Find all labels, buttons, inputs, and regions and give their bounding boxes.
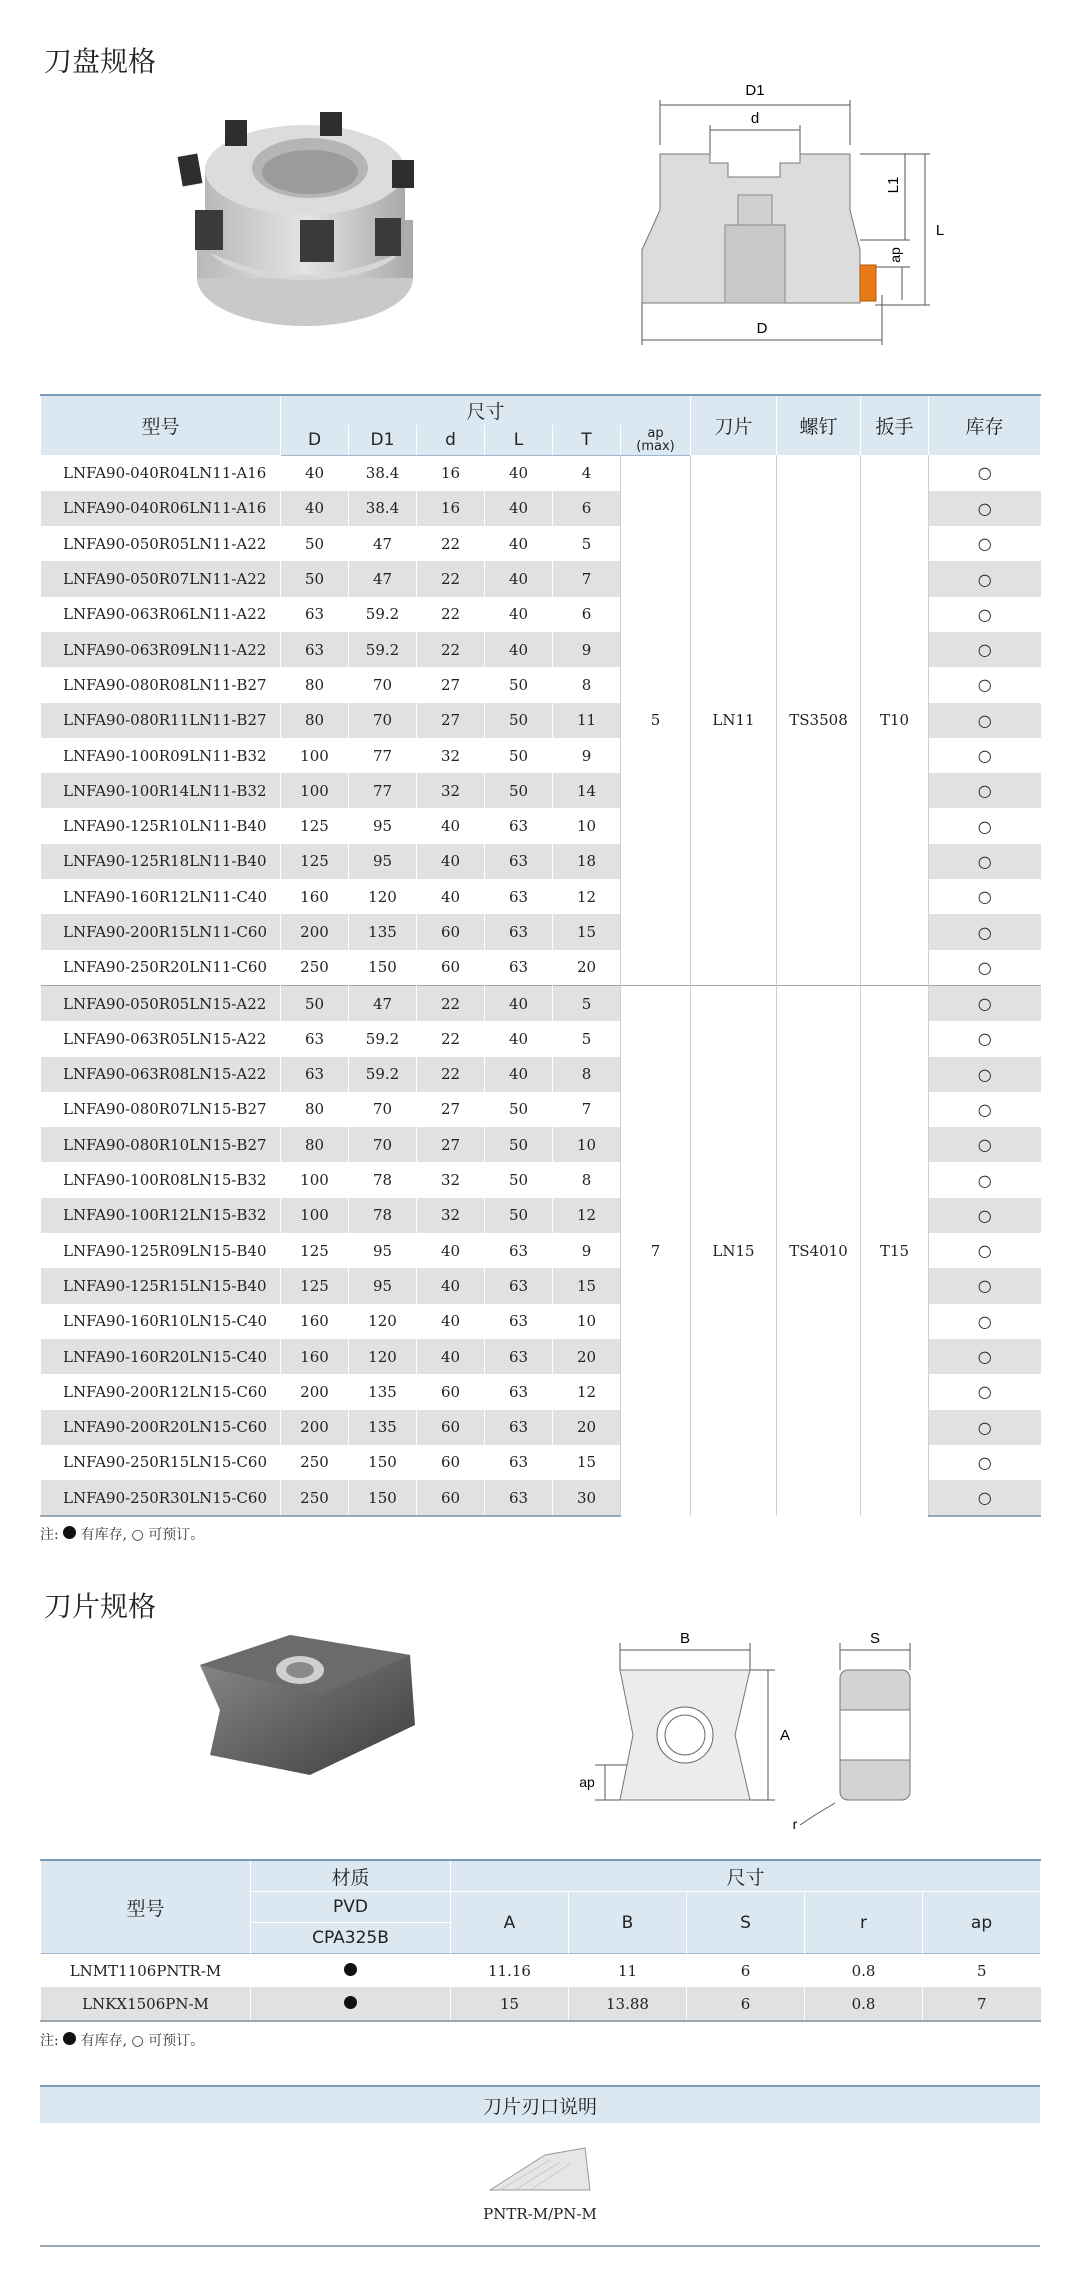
model-cell: LNFA90-160R12LN11-C40 xyxy=(41,879,281,914)
cell-L: 63 xyxy=(485,1339,553,1374)
col-L: L xyxy=(485,425,553,455)
cell-D1: 59.2 xyxy=(349,632,417,667)
cell-D1: 38.4 xyxy=(349,491,417,526)
stock-cell: ○ xyxy=(929,985,1041,1021)
cell-T: 8 xyxy=(553,1162,621,1197)
group-ap: 5 xyxy=(621,455,691,985)
cell-D1: 70 xyxy=(349,1127,417,1162)
cell-T: 10 xyxy=(553,1304,621,1339)
stock-cell: ○ xyxy=(929,491,1041,526)
ins-col-grade: CPA325B xyxy=(251,1923,451,1954)
edge-profile-drawing xyxy=(485,2140,595,2195)
model-cell: LNFA90-200R15LN11-C60 xyxy=(41,914,281,949)
model-cell: LNFA90-125R18LN11-B40 xyxy=(41,844,281,879)
cell-d: 22 xyxy=(417,1057,485,1092)
cell-T: 12 xyxy=(553,879,621,914)
cell-L: 63 xyxy=(485,844,553,879)
cell-L: 40 xyxy=(485,1021,553,1056)
cell-d: 27 xyxy=(417,703,485,738)
stock-cell: ○ xyxy=(929,773,1041,808)
insert-dimension-drawing xyxy=(575,1625,935,1835)
cutter-note: 注: 有库存, ○ 可预订。 xyxy=(40,1527,205,1543)
cell-D: 250 xyxy=(281,1480,349,1516)
model-cell: LNFA90-040R06LN11-A16 xyxy=(41,491,281,526)
cutter-dimension-drawing xyxy=(620,75,960,365)
model-cell: LNFA90-100R08LN15-B32 xyxy=(41,1162,281,1197)
model-cell: LNFA90-063R06LN11-A22 xyxy=(41,597,281,632)
label-S: S xyxy=(869,1630,881,1647)
cell-d: 32 xyxy=(417,738,485,773)
edge-section-title: 刀片刃口说明 xyxy=(40,2085,1040,2123)
stock-cell: ○ xyxy=(929,950,1041,986)
col-ap: ap (max) xyxy=(621,425,691,455)
cell-d: 40 xyxy=(417,1233,485,1268)
cell-d: 40 xyxy=(417,879,485,914)
stock-cell: ○ xyxy=(929,1127,1041,1162)
cell-T: 5 xyxy=(553,985,621,1021)
cell-d: 60 xyxy=(417,1480,485,1516)
stock-cell: ○ xyxy=(929,667,1041,702)
cell-T: 7 xyxy=(553,1092,621,1127)
cell-d: 40 xyxy=(417,1339,485,1374)
in-stock-dot xyxy=(344,1996,357,2009)
col-d: d xyxy=(417,425,485,455)
col-D: D xyxy=(281,425,349,455)
cell-d: 60 xyxy=(417,914,485,949)
in-stock-dot xyxy=(63,2032,76,2045)
cell-T: 9 xyxy=(553,1233,621,1268)
stock-cell: ○ xyxy=(929,879,1041,914)
cell-D1: 59.2 xyxy=(349,1021,417,1056)
label-D1: D1 xyxy=(745,82,765,99)
cell-L: 63 xyxy=(485,914,553,949)
model-cell: LNFA90-160R20LN15-C40 xyxy=(41,1339,281,1374)
model-cell: LNFA90-080R07LN15-B27 xyxy=(41,1092,281,1127)
stock-cell: ○ xyxy=(929,597,1041,632)
cutter-spec-table xyxy=(40,394,1041,1517)
ins-col-S: S xyxy=(687,1892,805,1954)
stock-cell: ○ xyxy=(929,526,1041,561)
cell-T: 20 xyxy=(553,950,621,986)
label-D: D xyxy=(756,320,768,337)
cell-T: 10 xyxy=(553,1127,621,1162)
ins-col-size: 尺寸 xyxy=(451,1860,1041,1892)
cell-D1: 47 xyxy=(349,985,417,1021)
cell-D1: 150 xyxy=(349,950,417,986)
cell-D1: 135 xyxy=(349,1410,417,1445)
col-wrench: 扳手 xyxy=(861,395,929,455)
cell-L: 50 xyxy=(485,1162,553,1197)
label-r: r xyxy=(792,1816,798,1832)
cell-T: 30 xyxy=(553,1480,621,1516)
model-cell: LNFA90-050R05LN11-A22 xyxy=(41,526,281,561)
cell-D: 250 xyxy=(281,1445,349,1480)
cell-D1: 95 xyxy=(349,844,417,879)
cell-L: 63 xyxy=(485,879,553,914)
group-screw: TS4010 xyxy=(777,985,861,1516)
cell-D1: 70 xyxy=(349,667,417,702)
stock-cell: ○ xyxy=(929,561,1041,596)
cell-D1: 78 xyxy=(349,1162,417,1197)
cell-D: 80 xyxy=(281,1127,349,1162)
col-model: 型号 xyxy=(41,395,281,455)
ins-col-r: r xyxy=(805,1892,923,1954)
model-cell: LNFA90-080R11LN11-B27 xyxy=(41,703,281,738)
stock-cell: ○ xyxy=(929,1374,1041,1409)
cell-D: 50 xyxy=(281,526,349,561)
insert-note: 注: 有库存, ○ 可预订。 xyxy=(40,2033,205,2049)
stock-cell: ○ xyxy=(929,1092,1041,1127)
model-cell: LNFA90-063R09LN11-A22 xyxy=(41,632,281,667)
model-cell: LNFA90-040R04LN11-A16 xyxy=(41,455,281,491)
cell-D: 250 xyxy=(281,950,349,986)
stock-cell: ○ xyxy=(929,1304,1041,1339)
cell-D: 125 xyxy=(281,1233,349,1268)
cell-d: 32 xyxy=(417,773,485,808)
cell-D: 50 xyxy=(281,561,349,596)
cell-d: 22 xyxy=(417,632,485,667)
ins-col-A: A xyxy=(451,1892,569,1954)
cell-L: 40 xyxy=(485,526,553,561)
cell-D: 40 xyxy=(281,455,349,491)
model-cell: LNFA90-063R05LN15-A22 xyxy=(41,1021,281,1056)
ins-col-material: 材质 xyxy=(251,1860,451,1892)
cell-L: 50 xyxy=(485,1198,553,1233)
model-cell: LNFA90-100R12LN15-B32 xyxy=(41,1198,281,1233)
stock-cell: ○ xyxy=(929,1410,1041,1445)
cell-L: 50 xyxy=(485,738,553,773)
cell-D: 63 xyxy=(281,632,349,667)
cell-T: 14 xyxy=(553,773,621,808)
cell-D: 125 xyxy=(281,844,349,879)
model-cell: LNFA90-125R10LN11-B40 xyxy=(41,808,281,843)
insert-photo xyxy=(180,1625,430,1795)
stock-cell: ○ xyxy=(929,1233,1041,1268)
table-row: LNKX1506PN-M 15 13.88 6 0.8 7 xyxy=(41,1987,1041,2021)
cell-L: 40 xyxy=(485,455,553,491)
cell-d: 22 xyxy=(417,985,485,1021)
col-stock: 库存 xyxy=(929,395,1041,455)
stock-cell: ○ xyxy=(929,844,1041,879)
stock-cell: ○ xyxy=(929,1480,1041,1516)
cell-d: 60 xyxy=(417,1410,485,1445)
cell-T: 7 xyxy=(553,561,621,596)
model-cell: LNFA90-125R09LN15-B40 xyxy=(41,1233,281,1268)
stock-cell: ○ xyxy=(929,703,1041,738)
cell-L: 63 xyxy=(485,1233,553,1268)
cell-T: 4 xyxy=(553,455,621,491)
insert-section-title: 刀片规格 xyxy=(44,1590,157,1623)
cell-d: 40 xyxy=(417,1268,485,1303)
cell-T: 12 xyxy=(553,1198,621,1233)
cell-T: 6 xyxy=(553,491,621,526)
cell-D: 125 xyxy=(281,1268,349,1303)
cutter-photo xyxy=(170,100,440,350)
cell-D1: 59.2 xyxy=(349,1057,417,1092)
col-screw: 螺钉 xyxy=(777,395,861,455)
label-B: B xyxy=(679,1630,691,1647)
in-stock-dot xyxy=(344,1963,357,1976)
cell-L: 63 xyxy=(485,950,553,986)
cell-L: 63 xyxy=(485,1480,553,1516)
cell-D1: 77 xyxy=(349,773,417,808)
stock-cell: ○ xyxy=(929,1162,1041,1197)
cell-D1: 150 xyxy=(349,1480,417,1516)
stock-cell: ○ xyxy=(929,1057,1041,1092)
cell-d: 27 xyxy=(417,1092,485,1127)
cell-L: 63 xyxy=(485,808,553,843)
ins-col-coating: PVD xyxy=(251,1892,451,1923)
cell-T: 9 xyxy=(553,632,621,667)
model-cell: LNFA90-200R12LN15-C60 xyxy=(41,1374,281,1409)
group-insert: LN11 xyxy=(691,455,777,985)
stock-cell: ○ xyxy=(929,1198,1041,1233)
group-wrench: T10 xyxy=(861,455,929,985)
cell-d: 22 xyxy=(417,597,485,632)
ins-col-B: B xyxy=(569,1892,687,1954)
cell-d: 16 xyxy=(417,455,485,491)
cell-D1: 135 xyxy=(349,914,417,949)
col-T: T xyxy=(553,425,621,455)
model-cell: LNFA90-200R20LN15-C60 xyxy=(41,1410,281,1445)
cell-L: 40 xyxy=(485,561,553,596)
cell-D: 200 xyxy=(281,914,349,949)
cell-d: 40 xyxy=(417,844,485,879)
stock-cell: ○ xyxy=(929,1268,1041,1303)
cell-d: 27 xyxy=(417,1127,485,1162)
cell-D1: 47 xyxy=(349,526,417,561)
col-D1: D1 xyxy=(349,425,417,455)
cell-D: 200 xyxy=(281,1374,349,1409)
stock-cell: ○ xyxy=(929,738,1041,773)
cell-D1: 95 xyxy=(349,1268,417,1303)
model-cell: LNFA90-100R14LN11-B32 xyxy=(41,773,281,808)
cell-L: 63 xyxy=(485,1445,553,1480)
cell-T: 5 xyxy=(553,526,621,561)
edge-label: PNTR-M/PN-M xyxy=(483,2205,597,2223)
cell-T: 15 xyxy=(553,914,621,949)
cell-L: 50 xyxy=(485,773,553,808)
cell-D1: 77 xyxy=(349,738,417,773)
cell-D: 200 xyxy=(281,1410,349,1445)
stock-cell: ○ xyxy=(929,914,1041,949)
cell-D: 160 xyxy=(281,1339,349,1374)
cell-L: 63 xyxy=(485,1410,553,1445)
cell-D: 63 xyxy=(281,1057,349,1092)
cell-T: 8 xyxy=(553,1057,621,1092)
cell-D1: 135 xyxy=(349,1374,417,1409)
cell-L: 63 xyxy=(485,1268,553,1303)
cell-L: 40 xyxy=(485,1057,553,1092)
stock-cell: ○ xyxy=(929,808,1041,843)
group-insert: LN15 xyxy=(691,985,777,1516)
group-wrench: T15 xyxy=(861,985,929,1516)
cell-D: 100 xyxy=(281,738,349,773)
cell-D1: 95 xyxy=(349,1233,417,1268)
model-cell: LNFA90-250R20LN11-C60 xyxy=(41,950,281,986)
cell-D: 50 xyxy=(281,985,349,1021)
cell-T: 18 xyxy=(553,844,621,879)
ins-col-ap: ap xyxy=(923,1892,1041,1954)
col-size: 尺寸 xyxy=(281,395,691,425)
model-cell: LNFA90-063R08LN15-A22 xyxy=(41,1057,281,1092)
cell-D: 160 xyxy=(281,879,349,914)
model-cell: LNFA90-100R09LN11-B32 xyxy=(41,738,281,773)
cell-d: 27 xyxy=(417,667,485,702)
cell-L: 63 xyxy=(485,1304,553,1339)
cell-D1: 120 xyxy=(349,879,417,914)
label-ap: ap xyxy=(887,247,903,263)
cell-D1: 78 xyxy=(349,1198,417,1233)
cell-D1: 120 xyxy=(349,1304,417,1339)
in-stock-dot xyxy=(63,1526,76,1539)
stock-cell: ○ xyxy=(929,1021,1041,1056)
cell-d: 60 xyxy=(417,1374,485,1409)
cell-T: 8 xyxy=(553,667,621,702)
cell-L: 40 xyxy=(485,491,553,526)
label-L: L xyxy=(935,222,945,239)
cell-D: 80 xyxy=(281,703,349,738)
cell-d: 60 xyxy=(417,1445,485,1480)
cell-D: 63 xyxy=(281,597,349,632)
cell-d: 22 xyxy=(417,1021,485,1056)
label-ap-insert: ap xyxy=(579,1774,595,1790)
cell-d: 22 xyxy=(417,561,485,596)
cell-T: 15 xyxy=(553,1445,621,1480)
cell-D1: 59.2 xyxy=(349,597,417,632)
cell-L: 50 xyxy=(485,1092,553,1127)
cell-T: 15 xyxy=(553,1268,621,1303)
cell-T: 10 xyxy=(553,808,621,843)
cell-D1: 70 xyxy=(349,703,417,738)
cell-D: 80 xyxy=(281,667,349,702)
cell-L: 40 xyxy=(485,632,553,667)
cell-d: 40 xyxy=(417,1304,485,1339)
cell-d: 60 xyxy=(417,950,485,986)
model-cell: LNFA90-080R08LN11-B27 xyxy=(41,667,281,702)
model-cell: LNFA90-250R15LN15-C60 xyxy=(41,1445,281,1480)
cell-d: 16 xyxy=(417,491,485,526)
cell-d: 32 xyxy=(417,1198,485,1233)
cell-T: 11 xyxy=(553,703,621,738)
label-d: d xyxy=(750,110,760,127)
cell-L: 63 xyxy=(485,1374,553,1409)
cell-T: 12 xyxy=(553,1374,621,1409)
model-cell: LNFA90-125R15LN15-B40 xyxy=(41,1268,281,1303)
table-row xyxy=(41,455,1041,491)
cell-D1: 70 xyxy=(349,1092,417,1127)
cell-T: 20 xyxy=(553,1410,621,1445)
cutter-section-title: 刀盘规格 xyxy=(44,45,157,78)
cell-D1: 47 xyxy=(349,561,417,596)
stock-cell: ○ xyxy=(929,1445,1041,1480)
cell-D: 63 xyxy=(281,1021,349,1056)
cell-T: 9 xyxy=(553,738,621,773)
model-cell: LNFA90-160R10LN15-C40 xyxy=(41,1304,281,1339)
cell-L: 50 xyxy=(485,703,553,738)
cell-L: 40 xyxy=(485,985,553,1021)
cell-D1: 38.4 xyxy=(349,455,417,491)
insert-spec-table xyxy=(40,1859,1041,2022)
cell-T: 5 xyxy=(553,1021,621,1056)
cell-D1: 150 xyxy=(349,1445,417,1480)
cell-d: 22 xyxy=(417,526,485,561)
cell-D: 160 xyxy=(281,1304,349,1339)
group-ap: 7 xyxy=(621,985,691,1516)
cell-d: 40 xyxy=(417,808,485,843)
table-row xyxy=(41,985,1041,1021)
cell-L: 50 xyxy=(485,1127,553,1162)
cell-L: 40 xyxy=(485,597,553,632)
model-cell: LNFA90-050R07LN11-A22 xyxy=(41,561,281,596)
label-L1: L1 xyxy=(885,176,902,194)
stock-cell: ○ xyxy=(929,1339,1041,1374)
cell-D: 100 xyxy=(281,773,349,808)
table-row: LNMT1106PNTR-M 11.16 11 6 0.8 5 xyxy=(41,1954,1041,1988)
model-cell: LNFA90-050R05LN15-A22 xyxy=(41,985,281,1021)
stock-cell: ○ xyxy=(929,455,1041,491)
ins-col-model: 型号 xyxy=(41,1860,251,1954)
model-cell: LNFA90-080R10LN15-B27 xyxy=(41,1127,281,1162)
cell-D: 100 xyxy=(281,1162,349,1197)
cell-D: 80 xyxy=(281,1092,349,1127)
stock-cell: ○ xyxy=(929,632,1041,667)
cell-D: 40 xyxy=(281,491,349,526)
cell-D1: 120 xyxy=(349,1339,417,1374)
cell-T: 6 xyxy=(553,597,621,632)
cell-D: 100 xyxy=(281,1198,349,1233)
cell-D1: 95 xyxy=(349,808,417,843)
group-screw: TS3508 xyxy=(777,455,861,985)
bottom-divider xyxy=(40,2245,1040,2247)
label-A: A xyxy=(779,1727,791,1744)
cell-T: 20 xyxy=(553,1339,621,1374)
model-cell: LNFA90-250R30LN15-C60 xyxy=(41,1480,281,1516)
cell-L: 50 xyxy=(485,667,553,702)
cell-d: 32 xyxy=(417,1162,485,1197)
col-insert: 刀片 xyxy=(691,395,777,455)
cell-D: 125 xyxy=(281,808,349,843)
